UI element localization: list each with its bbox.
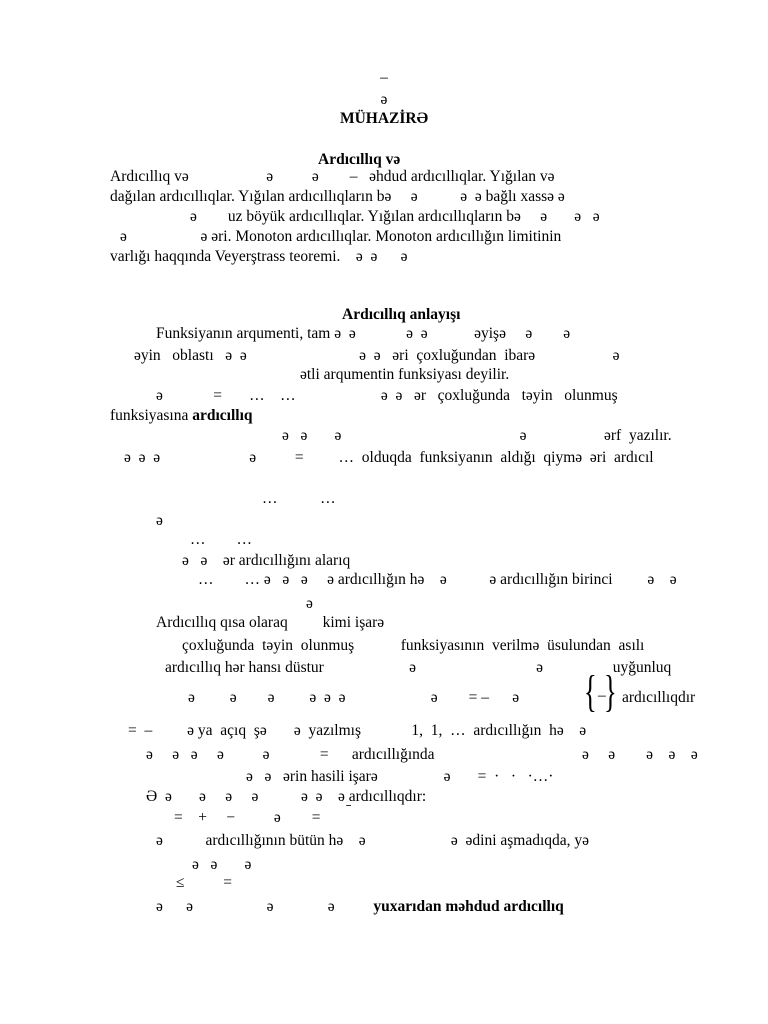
brace-inner: – [598,687,606,704]
section2-line-17b: ardıcıllıqdır [622,689,696,706]
section2-line-19: ə ə ə ə ə = ardıcıllığında [146,746,435,763]
section2-line-4: ə = … … ə ə ər çoxluğunda təyin olunmuş [156,387,618,404]
section2-line-2: əyin oblastı ə ə ə ə əri çoxluğundan ibarə ə [134,347,620,364]
section2-line-8: … … [262,490,336,507]
term-upper-bounded: yuxarıdan məhdud ardıcıllıq [373,898,564,915]
section2-line-21: Ə ə ə ə ə ə ə ə ardıcıllıqdır: [146,788,427,805]
section2-line-20: ə ə ərin hasili işarə ə = · · ·…· [246,768,554,785]
section2-line-11: ə ə ər ardıcıllığını alarıq [182,552,351,569]
section1-line-1: Ardıcıllıq və ə ə – əhdud ardıcıllıqlar. Yığılan və [110,168,555,185]
section2-line-9: ə [156,512,163,529]
section2-line-23: ə ardıcıllığının bütün hə ə ə ədini aşmadıqda, yə [156,832,590,849]
brace-right: } [604,667,617,716]
section2-line-16: ardıcıllıq hər hansı düstur ə ə uyğunluq [165,659,672,676]
section2-line-26 [156,897,564,917]
section2-line-5-text: funksiyasına [110,407,193,424]
section2-line-14: Ardıcıllıq qısa olaraq kimi işarə [156,614,385,631]
section2-line-18: = – ə ya açıq şə ə yazılmış 1, 1, … ardıcıllığın hə ə [128,722,587,739]
section2-line-13: ə [306,595,313,612]
section2-line-5 [110,406,253,426]
brace-left: { [584,667,597,716]
section2-line-17: ə ə ə ə ə ə ə = – ə [188,689,520,706]
section2-line-1: Funksiyanın arqumenti, tam ə ə ə ə əyişə ə ə [156,325,571,342]
section2-line-15: çoxluğunda təyin olunmuş funksiyasının verilmə üsulundan asılı [182,637,645,654]
section1-line-3: ə uz böyük ardıcıllıqlar. Yığılan ardıcıllıqların bə ə ə ə [190,208,600,225]
section1-line-2: dağılan ardıcıllıqlar. Yığılan ardıcıllıqların bə ə ə ə bağlı xassə ə [110,188,565,205]
section2-line-25: ≤ = [176,874,232,891]
section2-heading: Ardıcıllıq anlayışı [342,306,461,323]
section2-line-10: … … [190,531,252,548]
section1-heading: Ardıcıllıq və [318,151,401,168]
header-dash: – [380,69,388,86]
section1-line-5: varlığı haqqında Veyerştrass teoremi. ə ə ə [110,248,408,265]
section1-line-4: ə ə əri. Monoton ardıcıllıqlar. Monoton ardıcıllığın limitinin [120,228,562,245]
section2-line-19b: ə ə ə ə ə [582,746,698,763]
section2-line-3: ətli arqumentin funksiyası deyilir. [300,366,510,383]
section2-line-24: ə ə ə [192,856,252,873]
section2-line-6: ə ə ə ə ərf yazılır. [282,427,672,444]
header-schwa: ə [380,91,388,108]
section2-line-12: … … ə ə ə ə ardıcıllığın hə ə ə ardıcıllığın birinci ə ə [198,571,677,588]
lecture-title: MÜHAZİRƏ [339,110,429,127]
section2-line-22: = + − ə = [174,809,321,826]
term-sequence: ardıcıllıq [192,407,253,424]
overline-mark: ˉ [346,802,352,819]
section2-line-26-text: ə ə ə ə [156,898,374,915]
section2-line-7: ə ə ə ə = … olduqda funksiyanın aldığı qiymə əri ardıcıl [124,449,654,466]
